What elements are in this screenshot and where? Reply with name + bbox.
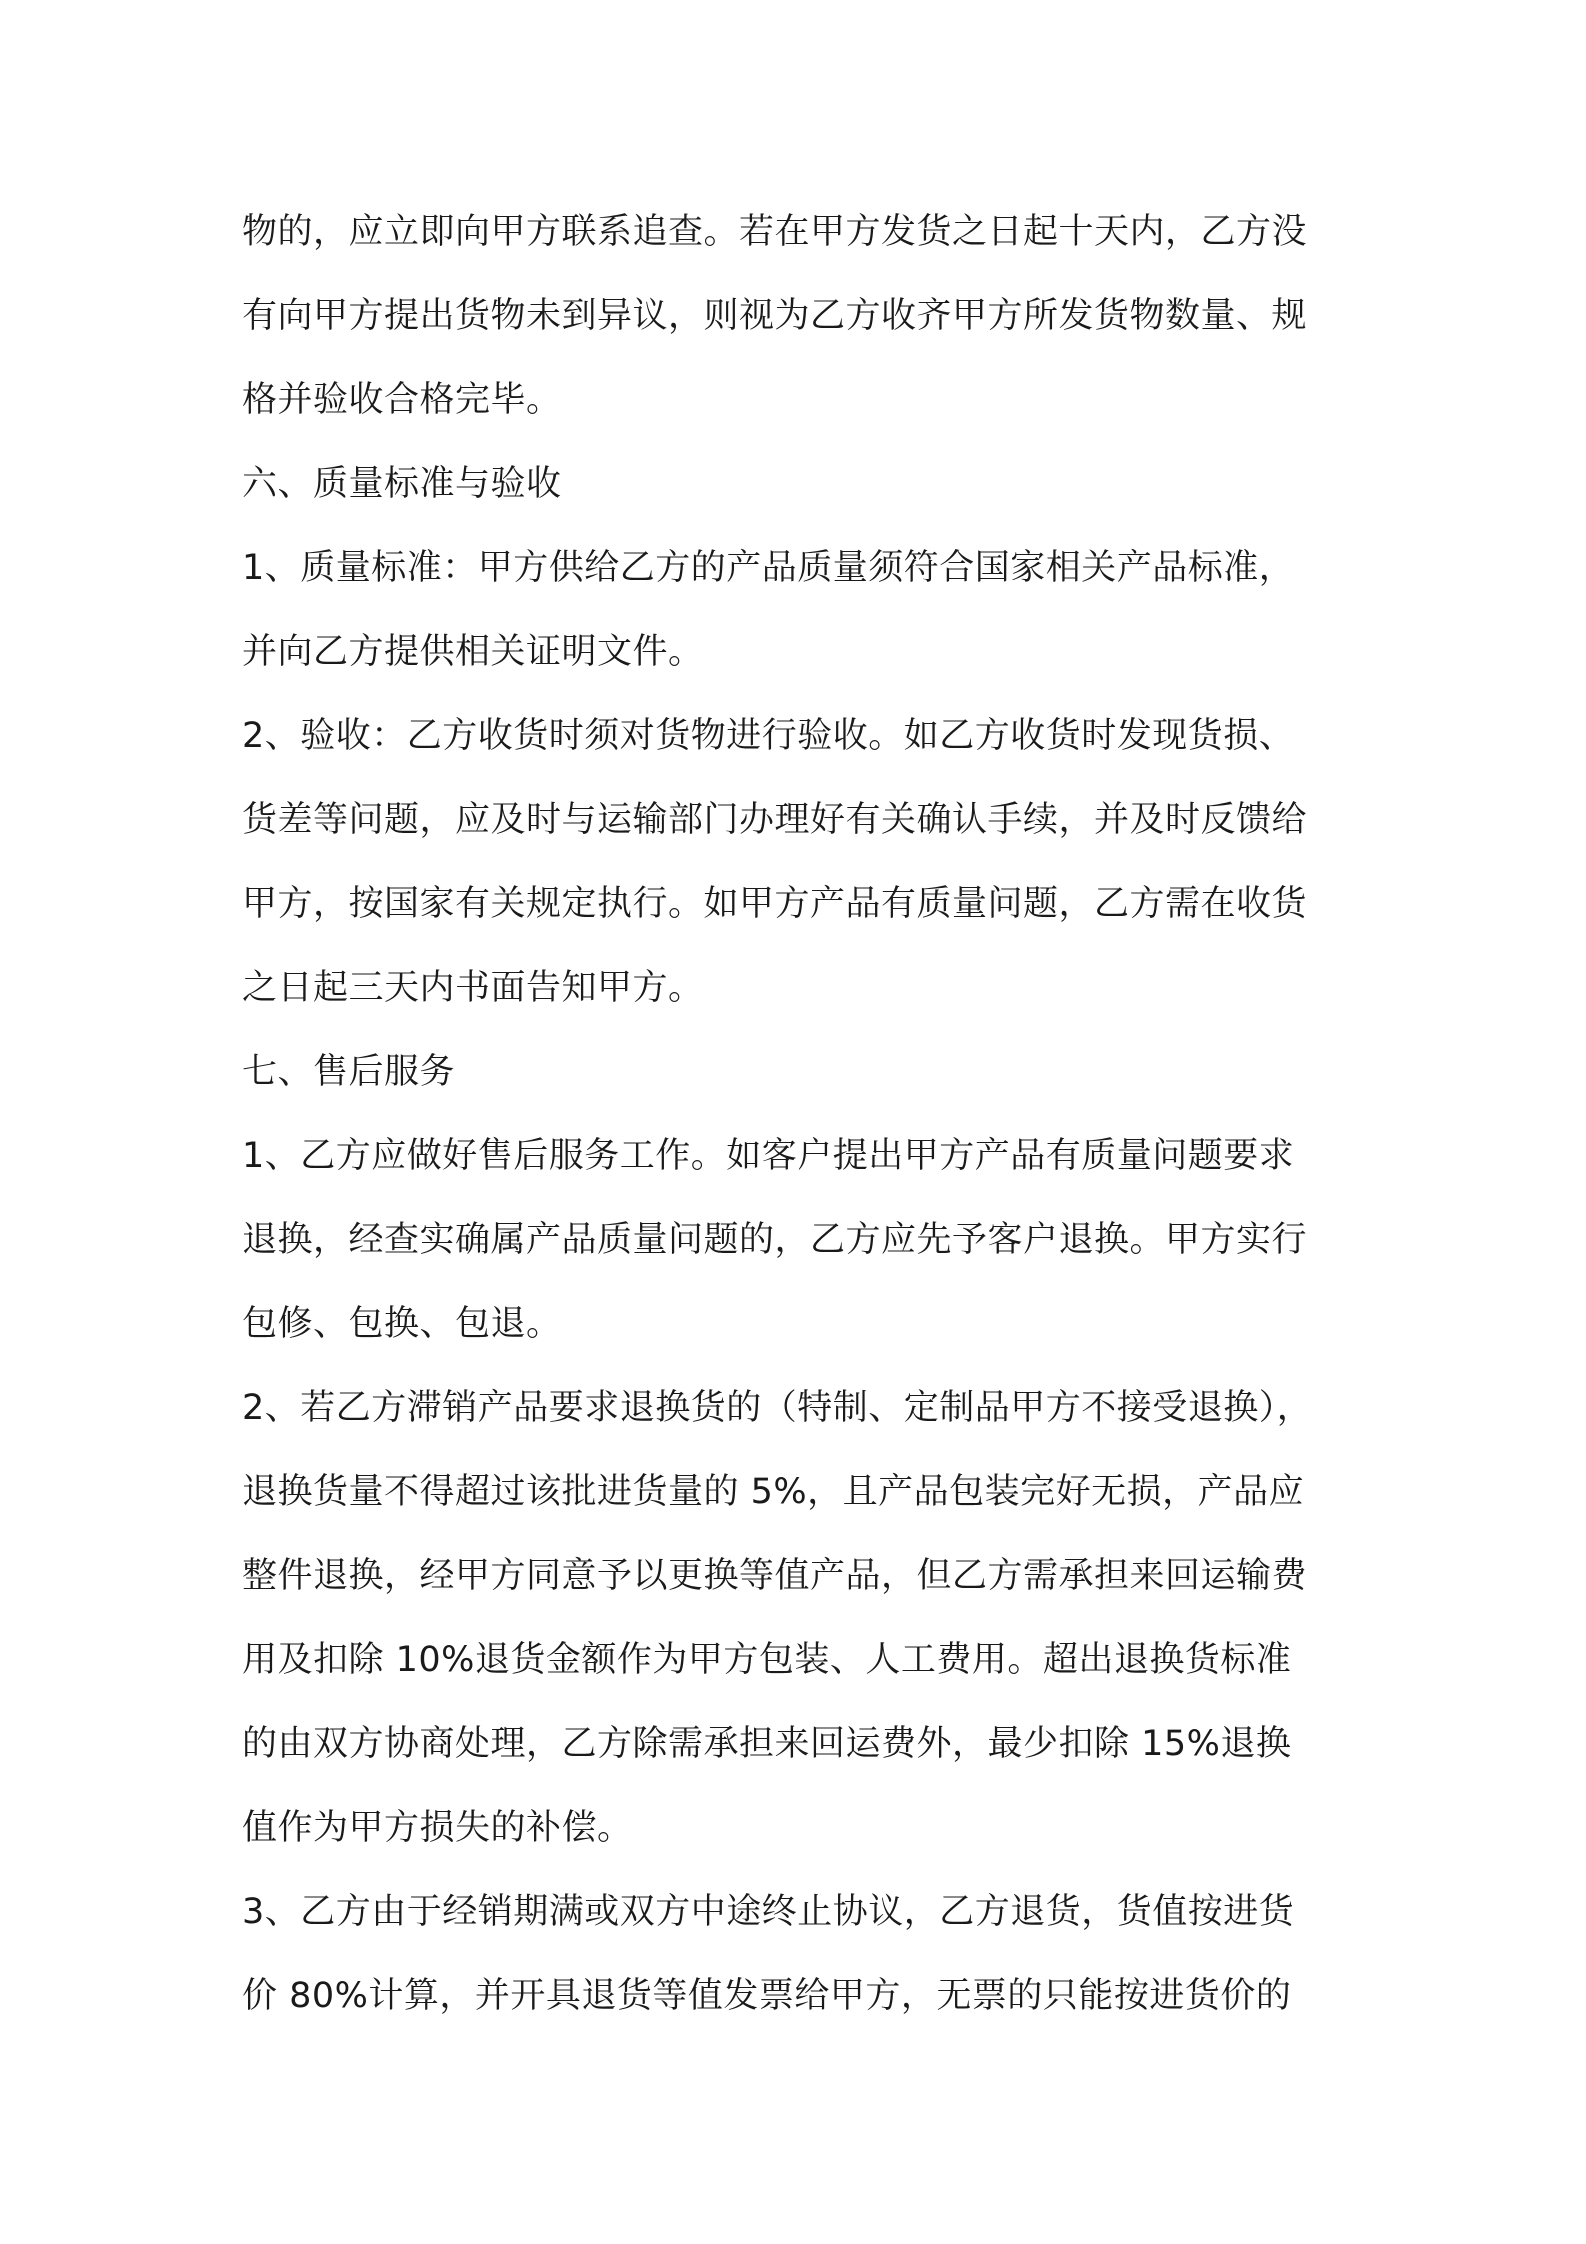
text-line-13: 退换，经查实确属产品质量问题的，乙方应先予客户退换。甲方实行	[242, 1220, 1308, 1260]
text-line-22: 价 80%计算，并开具退货等值发票给甲方，无票的只能按进货价的	[242, 1976, 1292, 2016]
text-line-15: 2、若乙方滞销产品要求退换货的（特制、定制品甲方不接受退换），	[242, 1388, 1313, 1428]
text-line-7: 2、验收：乙方收货时须对货物进行验收。如乙方收货时发现货损、	[242, 716, 1295, 756]
text-line-6: 并向乙方提供相关证明文件。	[242, 632, 704, 672]
text-line-14: 包修、包换、包退。	[242, 1304, 562, 1344]
section-heading-quality: 六、质量标准与验收	[242, 464, 562, 504]
section-heading-after-sales: 七、售后服务	[242, 1052, 456, 1092]
document-body	[242, 190, 1362, 2038]
text-line-10: 之日起三天内书面告知甲方。	[242, 968, 704, 1008]
text-line-21: 3、乙方由于经销期满或双方中途终止协议，乙方退货，货值按进货	[242, 1892, 1295, 1932]
text-line-16: 退换货量不得超过该批进货量的 5%，且产品包装完好无损，产品应	[242, 1472, 1305, 1512]
text-line-5: 1、质量标准：甲方供给乙方的产品质量须符合国家相关产品标准，	[242, 548, 1295, 588]
text-line-8: 货差等问题，应及时与运输部门办理好有关确认手续，并及时反馈给	[242, 800, 1308, 840]
text-line-1: 物的，应立即向甲方联系追查。若在甲方发货之日起十天内，乙方没	[242, 212, 1308, 252]
text-line-17: 整件退换，经甲方同意予以更换等值产品，但乙方需承担来回运输费	[242, 1556, 1308, 1596]
text-line-20: 值作为甲方损失的补偿。	[242, 1808, 633, 1848]
text-line-2: 有向甲方提出货物未到异议，则视为乙方收齐甲方所发货物数量、规	[242, 296, 1308, 336]
text-line-18: 用及扣除 10%退货金额作为甲方包装、人工费用。超出退换货标准	[242, 1640, 1292, 1680]
text-line-3: 格并验收合格完毕。	[242, 380, 562, 420]
text-line-9: 甲方，按国家有关规定执行。如甲方产品有质量问题，乙方需在收货	[242, 884, 1308, 924]
text-line-19: 的由双方协商处理，乙方除需承担来回运费外，最少扣除 15%退换	[242, 1724, 1292, 1764]
text-line-12: 1、乙方应做好售后服务工作。如客户提出甲方产品有质量问题要求	[242, 1136, 1295, 1176]
